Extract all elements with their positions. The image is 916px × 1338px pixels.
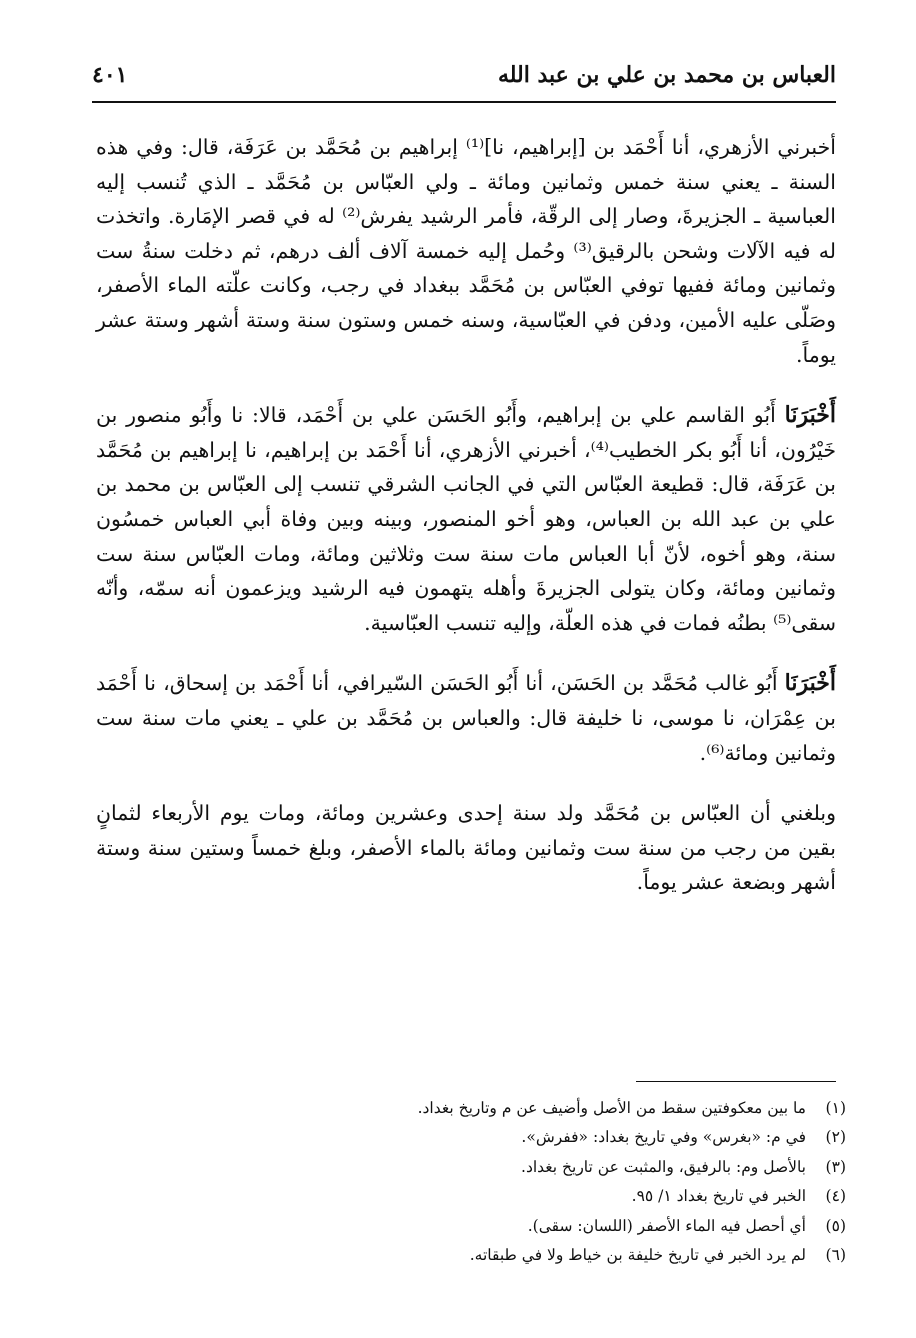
footnote-item — [96, 1123, 846, 1152]
paragraph-lead-word: أَخْبَرَنَا — [784, 402, 836, 429]
footnote-item — [96, 1212, 846, 1241]
footnote-number: (٥) — [825, 1216, 846, 1235]
footnote-item — [96, 1182, 846, 1211]
footnote-number: (١) — [825, 1099, 846, 1117]
footnote-number: (٦) — [825, 1246, 846, 1265]
paragraph-lead-word: أَخْبَرَنَا — [784, 670, 836, 697]
main-text — [96, 130, 836, 926]
header-rule — [92, 101, 836, 103]
page-number: ٤٠١ — [92, 62, 128, 88]
footnote-text: أي أحصل فيه الماء الأصفر (اللسان: سقى). — [527, 1216, 806, 1235]
paragraph-text: وبلغني أن العبّاس بن مُحَمَّد ولد سنة إحدى وعشرين ومائة، ومات يوم الأربعاء لثمانٍ بقين من رجب من سنة ست وثمانين ومائة بالماء الأصفر، وبلغ خمساً وستين سنة وستة أشهر وبضعة عشر يوماً. — [96, 801, 836, 895]
paragraph-2 — [96, 398, 836, 640]
footnote-number: (٢) — [825, 1128, 846, 1147]
paragraph-text: أَبُو القاسم علي بن إبراهيم، وأَبُو الحَسَن علي بن أَحْمَد، قالا: نا وأَبُو منصور بن خَيْرُون، أنا أَبُو بكر الخطيب⁽⁴⁾، أخبرني الأزهري، أنا أَحْمَد بن إبراهيم، نا إبراهيم بن مُحَمَّد بن عَرَفَة، قال: قطيعة العبّاس التي في الجانب الشرقي تنسب إلى العبّاس بن محمد بن علي بن عبد الله بن العباس، وهو أخو المنصور، وبينه وبين وفاة أبي العباس خمسُون سنة، وهو أخوه، لأنّ أبا العباس مات سنة ست وثلاثين ومائة، ومات العبّاس سنة ست وثمانين ومائة، وكان يتولى الجزيرةَ وأهله يتهمون فيه الرشيد ويزعمون أنه سمّه، وأنّه سقى⁽⁵⁾ بطنُه فمات في هذه العلّة، وإليه تنسب العبّاسية. — [96, 403, 837, 635]
running-header — [92, 58, 836, 98]
footnote-text: في م: «بغرس» وفي تاريخ بغداد: «ففرش». — [521, 1128, 806, 1147]
footnote-item — [96, 1153, 846, 1182]
footnote-item — [96, 1241, 846, 1270]
running-title: العباس بن محمد بن علي بن عبد الله — [497, 62, 836, 88]
footnote-item — [96, 1094, 846, 1123]
paragraph-4 — [96, 796, 836, 900]
paragraph-text: أَبُو غالب مُحَمَّد بن الحَسَن، أنا أَبُو الحَسَن السّيرافي، أنا أَحْمَد بن إسحاق، نا أَحْمَد بن عِمْرَان، نا موسى، نا خليفة قال: والعباس بن مُحَمَّد بن علي ـ يعني مات سنة ست وثمانين ومائة⁽⁶⁾. — [96, 671, 836, 765]
footnote-text: ما بين معكوفتين سقط من الأصل وأضيف عن م وتاريخ بغداد. — [417, 1099, 806, 1117]
paragraph-3 — [96, 666, 836, 770]
footnote-text: بالأصل وم: بالرفيق، والمثبت عن تاريخ بغداد. — [521, 1157, 806, 1176]
footnote-number: (٤) — [825, 1187, 846, 1206]
footnote-number: (٣) — [825, 1157, 846, 1176]
footnote-separator — [636, 1081, 836, 1082]
paragraph-text: أخبرني الأزهري، أنا أَحْمَد بن [إبراهيم، نا]⁽¹⁾ إبراهيم بن مُحَمَّد بن عَرَفَة، قال: وفي هذه السنة ـ يعني سنة خمس وثمانين ومائة ـ ولي العبّاس بن مُحَمَّد ـ الذي تُنسب إليه العباسية ـ الجزيرةَ، وصار إلى الرقّة، فأمر الرشيد يفرش⁽²⁾ له في قصر الإمَارة. واتخذت له فيه الآلات وشحن بالرقيق⁽³⁾ وحُمل إليه خمسة آلاف ألف درهم، ثم دخلت سنةُ ست وثمانين ومائة ففيها توفي العبّاس بن مُحَمَّد ببغداد في رجب، وكانت علّته الماء الأصفر، وصَلّى عليه الأمين، ودفن في العبّاسية، وسنه خمس وستون سنة وستة أشهر وستة عشر يوماً. — [96, 135, 836, 367]
paragraph-1 — [96, 130, 836, 372]
footnote-text: لم يرد الخبر في تاريخ خليفة بن خياط ولا في طبقاته. — [469, 1246, 806, 1265]
footnotes — [96, 1094, 846, 1270]
footnote-text: الخبر في تاريخ بغداد ١/ ٩٥. — [631, 1187, 806, 1206]
